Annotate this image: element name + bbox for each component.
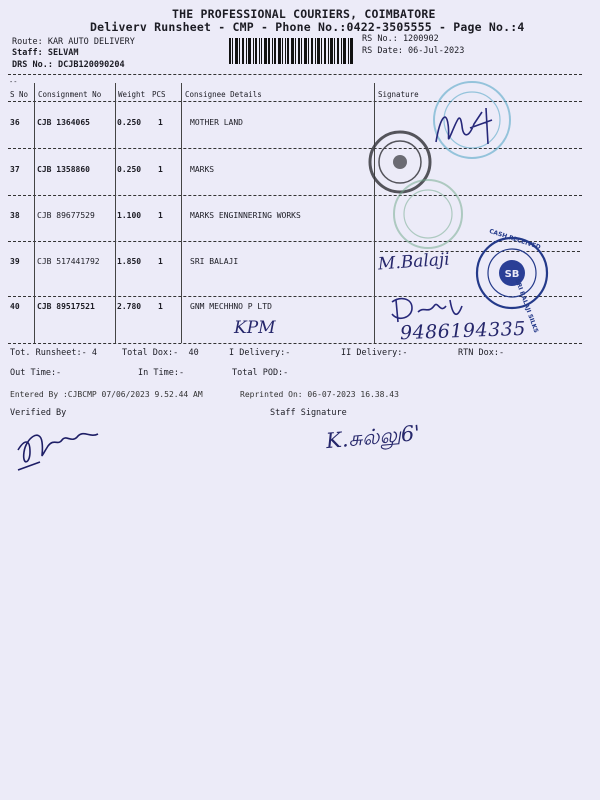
row-consignment: CJB 517441792 bbox=[37, 257, 100, 266]
row-weight: 1.850 bbox=[117, 257, 142, 266]
row-sno: 40 bbox=[10, 302, 20, 311]
faded-round-stamp bbox=[434, 82, 510, 158]
row-weight: 1.100 bbox=[117, 211, 142, 220]
row-consignee: GNM MECHHNO P LTD bbox=[190, 302, 272, 311]
runsheet-title: Deliverv Runsheet - CMP - Phone No.:0422-3505555 - Page No.:4 bbox=[90, 20, 525, 34]
tot-runsheet: Tot. Runsheet:- 4 bbox=[10, 348, 97, 358]
company-title: THE PROFESSIONAL COURIERS, COIMBATORE bbox=[172, 7, 436, 21]
row-pcs: 1 bbox=[158, 118, 163, 127]
row39-signature-text: M.Balaji bbox=[377, 249, 451, 275]
col-header-consignment: Consignment No bbox=[38, 90, 102, 99]
drs-number: DRS No.: DCJB120090204 bbox=[12, 60, 125, 70]
staff-signature-label: Staff Signature bbox=[270, 408, 347, 418]
in-time: In Time:- bbox=[138, 368, 185, 378]
route-label: Route: KAR AUTO DELIVERY bbox=[12, 37, 135, 47]
row-sno: 36 bbox=[10, 118, 20, 127]
round-stamp bbox=[370, 132, 430, 192]
staff-label: Staff: SELVAM bbox=[12, 48, 79, 58]
row40-signature bbox=[392, 299, 462, 322]
row-consignment: CJB 1364065 bbox=[37, 118, 90, 127]
row40-phone-note: 9486194335 bbox=[399, 317, 527, 345]
svg-text:SB: SB bbox=[504, 269, 520, 280]
green-round-stamp bbox=[394, 180, 462, 248]
row-sno: 39 bbox=[10, 257, 20, 266]
verified-by-label: Verified By bbox=[10, 408, 67, 418]
row-consignee: MARKS bbox=[190, 165, 215, 174]
row40-kpm-note: KPM bbox=[234, 318, 276, 338]
staff-handwritten-signature: K.சுல்லு6' bbox=[325, 420, 422, 454]
row-pcs: 1 bbox=[158, 165, 163, 174]
row-weight: 2.780 bbox=[117, 302, 142, 311]
rtn-dox: RTN Dox:- bbox=[458, 348, 505, 358]
reprinted-on: Reprinted On: 06-07-2023 16.38.43 bbox=[240, 390, 399, 399]
row-weight: 0.250 bbox=[117, 165, 142, 174]
rs-number: RS No.: 1200902 bbox=[362, 34, 439, 44]
row-weight: 0.250 bbox=[117, 118, 142, 127]
row-pcs: 1 bbox=[158, 211, 163, 220]
out-time: Out Time:- bbox=[10, 368, 62, 378]
entered-by: Entered By :CJBCMP 07/06/2023 9.52.44 AM bbox=[10, 390, 203, 399]
col-header-sno: S No bbox=[10, 90, 29, 99]
cash-received-text: CASH RECEIVED bbox=[488, 227, 542, 252]
row-consignment: CJB 89517521 bbox=[37, 302, 95, 311]
pre-marker: -- bbox=[9, 78, 18, 86]
col-header-signature: Signature bbox=[378, 90, 419, 99]
col-header-pcs: PCS bbox=[152, 90, 166, 99]
i-delivery: I Delivery:- bbox=[229, 348, 291, 358]
row-sno: 38 bbox=[10, 211, 20, 220]
ii-delivery: II Delivery:- bbox=[341, 348, 408, 358]
row-consignee: MARKS ENGINNERING WORKS bbox=[190, 211, 301, 220]
verified-by-signature bbox=[18, 434, 98, 470]
row-pcs: 1 bbox=[158, 302, 163, 311]
row-pcs: 1 bbox=[158, 257, 163, 266]
sri-balaji-silks-text: SRI BALAJI SILKS bbox=[513, 278, 540, 334]
col-header-weight: Weight bbox=[118, 90, 146, 99]
row-consignment: CJB 1358860 bbox=[37, 165, 90, 174]
col-header-consignee: Consignee Details bbox=[185, 90, 262, 99]
row-consignee: SRI BALAJI bbox=[190, 257, 239, 266]
row-consignment: CJB 89677529 bbox=[37, 211, 95, 220]
row-consignee: MOTHER LAND bbox=[190, 118, 243, 127]
rs-date: RS Date: 06-Jul-2023 bbox=[362, 46, 465, 56]
row-sno: 37 bbox=[10, 165, 20, 174]
total-dox: Total Dox:- 40 bbox=[122, 348, 199, 358]
total-pod: Total POD:- bbox=[232, 368, 289, 378]
